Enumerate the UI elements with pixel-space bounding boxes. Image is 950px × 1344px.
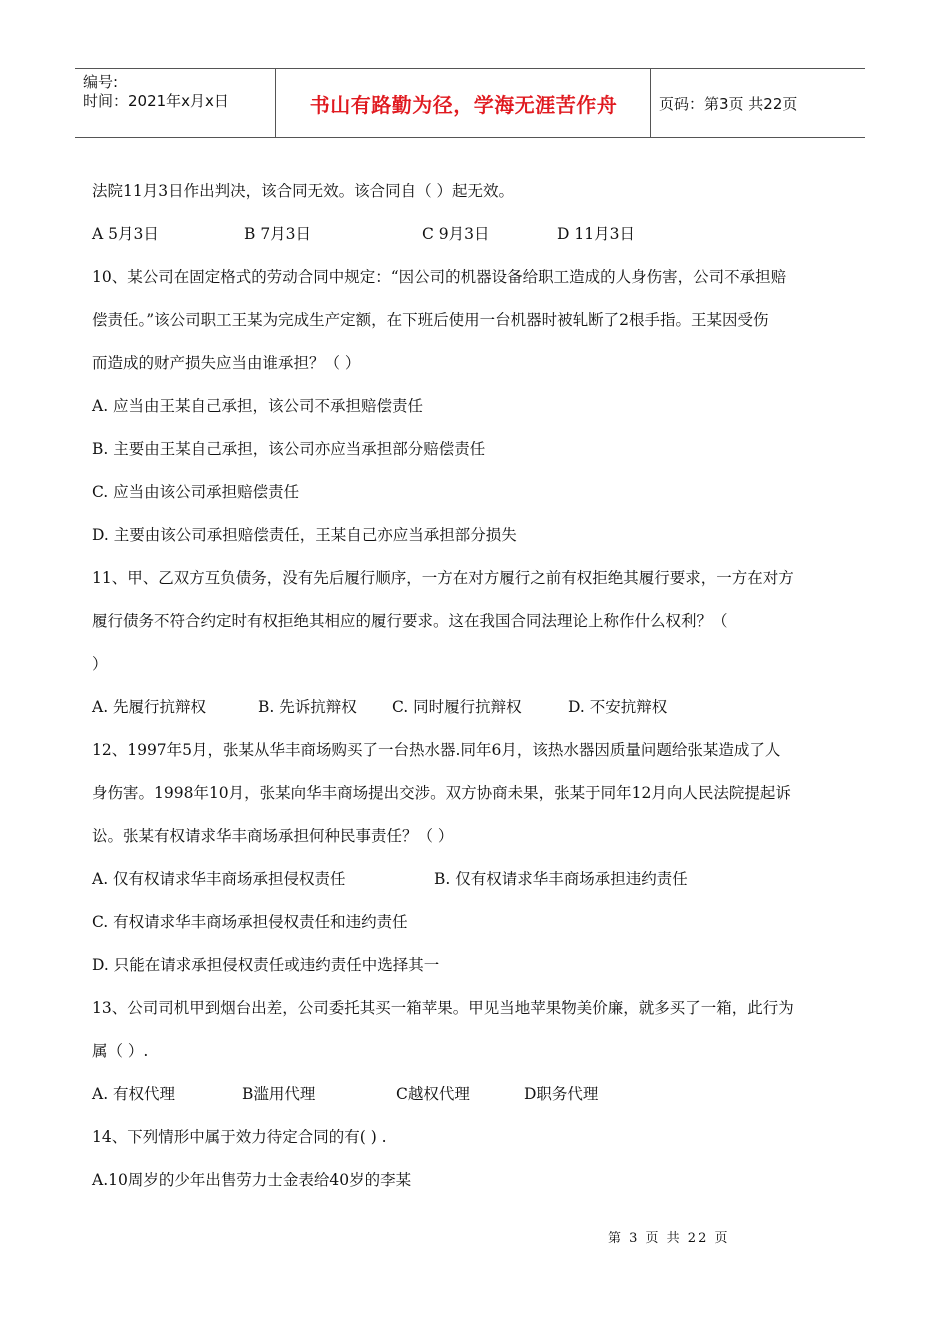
option: D. 不安抗辩权 [568,698,668,716]
text-line: 身伤害。1998年10月，张某向华丰商场提出交涉。双方协商未果，张某于同年12月向人民法院提起诉 [92,784,791,802]
option: A 5月3日 [92,225,159,243]
header-divider [275,69,276,137]
text-line: 讼。张某有权请求华丰商场承担何种民事责任？（ ） [92,827,454,845]
option: D职务代理 [524,1085,599,1103]
text-line: B. 主要由王某自己承担，该公司亦应当承担部分赔偿责任 [92,440,486,458]
time-label: 时间：2021年x月x日 [83,92,229,110]
header-motto: 书山有路勤为径，学海无涯苦作舟 [309,93,618,117]
document-body [92,170,862,1202]
text-line: 而造成的财产损失应当由谁承担？（ ） [92,354,361,372]
number-label: 编号: [83,73,119,91]
q9-options [92,213,862,256]
option: B. 先诉抗辩权 [258,698,357,716]
text-line: 11、甲、乙双方互负债务，没有先后履行顺序，一方在对方履行之前有权拒绝其履行要求，一方在对方 [92,569,794,587]
header-meta [83,73,229,111]
option: B. 仅有权请求华丰商场承担违约责任 [434,870,688,888]
text-line: D. 只能在请求承担侵权责任或违约责任中选择其一 [92,956,440,974]
text-line: 法院11月3日作出判决，该合同无效。该合同自（ ）起无效。 [92,182,515,200]
text-line: C. 应当由该公司承担赔偿责任 [92,483,300,501]
text-line: 属（ ）. [92,1042,149,1060]
option: B滥用代理 [242,1085,316,1103]
text-line: 10、某公司在固定格式的劳动合同中规定：“因公司的机器设备给职工造成的人身伤害，公司不承担赔 [92,268,787,286]
option: C越权代理 [396,1085,470,1103]
text-line: 履行债务不符合约定时有权拒绝其相应的履行要求。这在我国合同法理论上称作什么权利？（ [92,612,728,630]
text-line: 偿责任。”该公司职工王某为完成生产定额，在下班后使用一台机器时被轧断了2根手指。王某因受伤 [92,311,769,329]
text-line: C. 有权请求华丰商场承担侵权责任和违约责任 [92,913,408,931]
text-line: A. 应当由王某自己承担，该公司不承担赔偿责任 [92,397,424,415]
q11-options [92,686,862,729]
option: C 9月3日 [422,225,490,243]
option: A. 仅有权请求华丰商场承担侵权责任 [92,870,346,888]
option: A. 有权代理 [92,1085,176,1103]
header-divider [650,69,651,137]
page-header [75,68,865,138]
option: A. 先履行抗辩权 [92,698,207,716]
text-line: 14、下列情形中属于效力待定合同的有( ) . [92,1128,387,1146]
q13-options [92,1073,862,1116]
text-line: 12、1997年5月，张某从华丰商场购买了一台热水器.同年6月，该热水器因质量问题给张某造成了人 [92,741,781,759]
text-line: D. 主要由该公司承担赔偿责任，王某自己亦应当承担部分损失 [92,526,517,544]
option: D 11月3日 [557,225,635,243]
header-page-number: 页码：第3页 共22页 [659,95,798,113]
page-footer: 第 3 页 共 22 页 [608,1231,730,1246]
text-line: ） [92,655,108,673]
q12-options [92,858,862,901]
option: B 7月3日 [244,225,312,243]
option: C. 同时履行抗辩权 [392,698,522,716]
text-line: 13、公司司机甲到烟台出差，公司委托其买一箱苹果。甲见当地苹果物美价廉，就多买了一箱，此行为 [92,999,794,1017]
text-line: A.10周岁的少年出售劳力士金表给40岁的李某 [92,1171,412,1189]
